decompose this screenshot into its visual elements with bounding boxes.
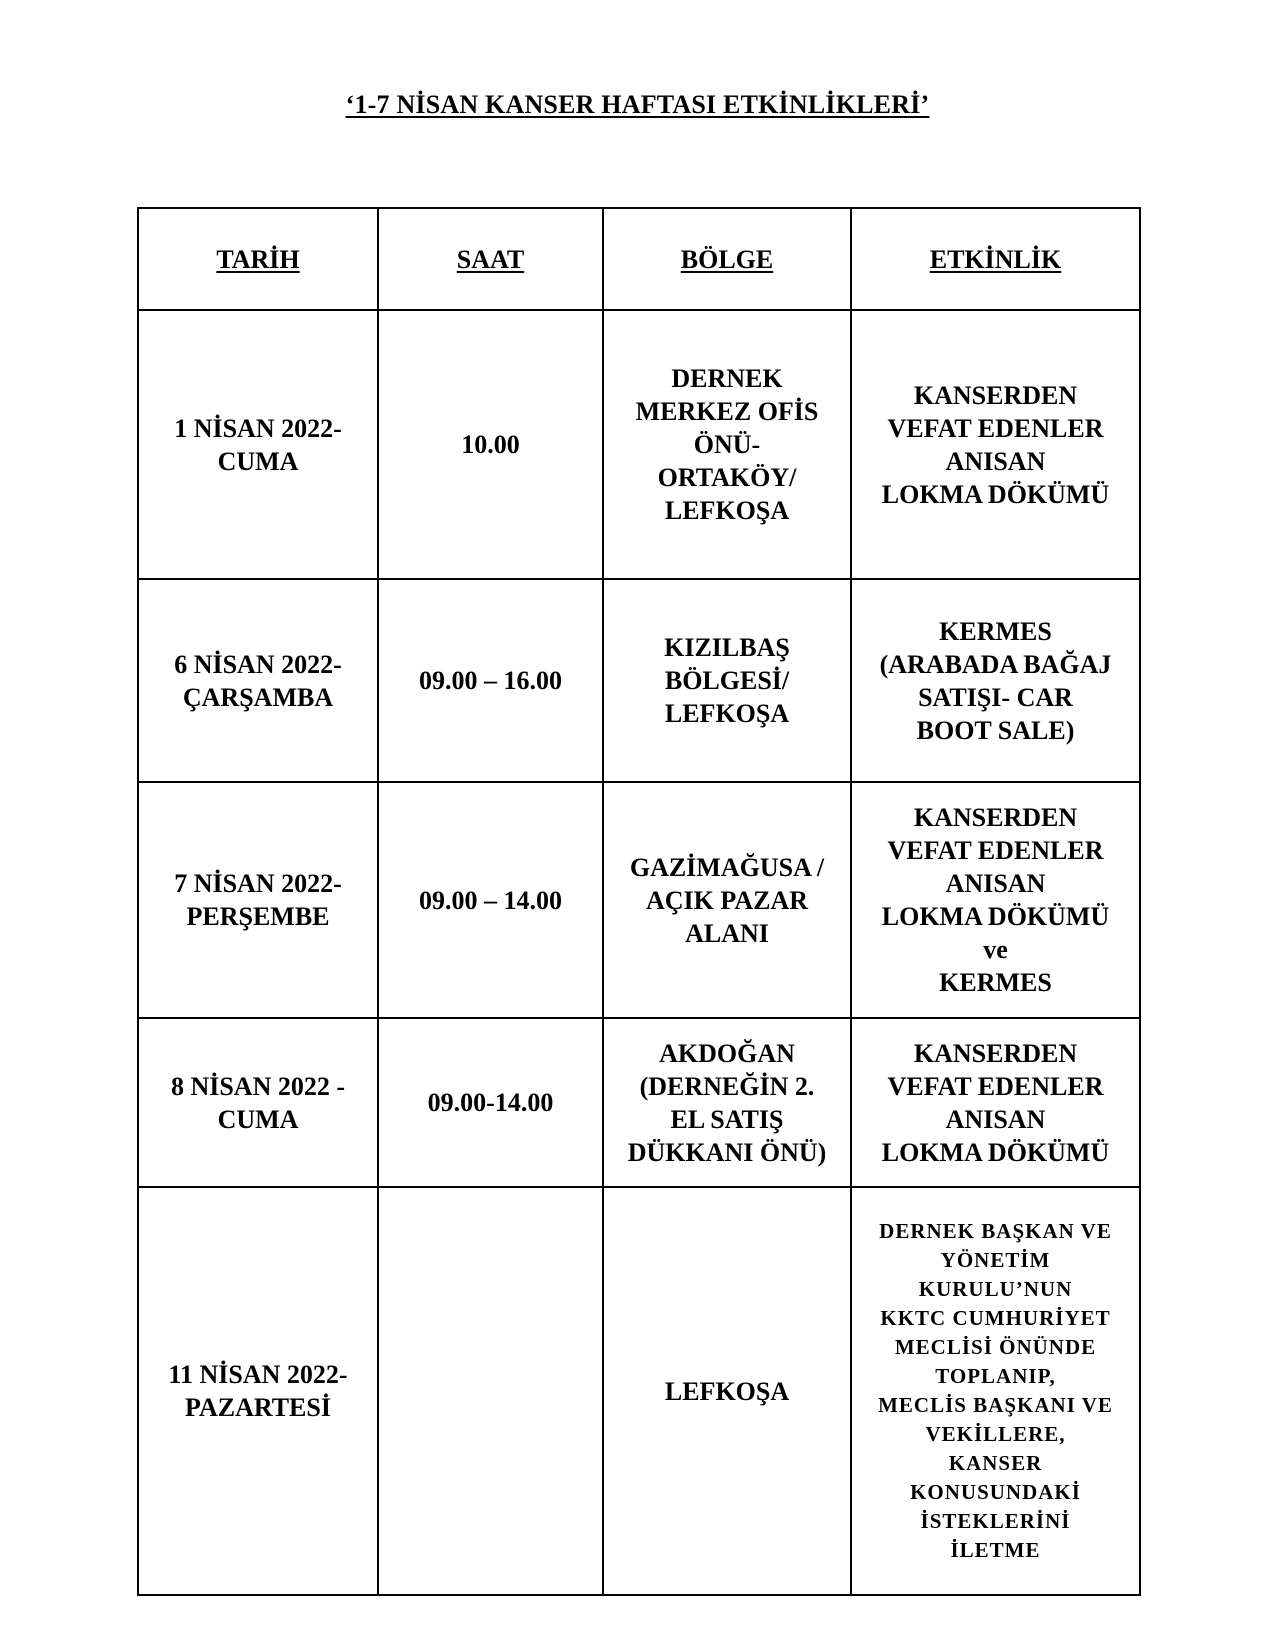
table-row: [138, 1018, 1140, 1187]
cell-date: 8 NİSAN 2022 - CUMA: [138, 1018, 378, 1187]
cell-date: 1 NİSAN 2022- CUMA: [138, 310, 378, 579]
cell-region: AKDOĞAN (DERNEĞİN 2. EL SATIŞ DÜKKANI ÖNÜ): [603, 1018, 851, 1187]
cell-event: KANSERDEN VEFAT EDENLER ANISAN LOKMA DÖKÜMÜ ve KERMES: [851, 782, 1140, 1018]
cell-time: 09.00-14.00: [378, 1018, 603, 1187]
cell-date: 7 NİSAN 2022- PERŞEMBE: [138, 782, 378, 1018]
column-header-date: TARİH: [138, 208, 378, 310]
column-header-time: SAAT: [378, 208, 603, 310]
cell-date: 6 NİSAN 2022- ÇARŞAMBA: [138, 579, 378, 782]
cell-region: GAZİMAĞUSA / AÇIK PAZAR ALANI: [603, 782, 851, 1018]
cell-event: DERNEK BAŞKAN VE YÖNETİM KURULU’NUN KKTC CUMHURİYET MECLİSİ ÖNÜNDE TOPLANIP, MECLİS BAŞKANI VE VEKİLLERE, KANSER KONUSUNDAKİ İSTEKLERİNİ İLETME: [851, 1187, 1140, 1595]
table-header-row: [138, 208, 1140, 310]
table-row: [138, 782, 1140, 1018]
cell-time: 10.00: [378, 310, 603, 579]
cell-event: KERMES (ARABADA BAĞAJ SATIŞI- CAR BOOT SALE): [851, 579, 1140, 782]
cell-time: 09.00 – 16.00: [378, 579, 603, 782]
column-header-region: BÖLGE: [603, 208, 851, 310]
column-header-event: ETKİNLİK: [851, 208, 1140, 310]
table-row: [138, 1187, 1140, 1595]
cell-date: 11 NİSAN 2022- PAZARTESİ: [138, 1187, 378, 1595]
cell-event: KANSERDEN VEFAT EDENLER ANISAN LOKMA DÖKÜMÜ: [851, 310, 1140, 579]
table-row: [138, 310, 1140, 579]
cell-region: DERNEK MERKEZ OFİS ÖNÜ- ORTAKÖY/ LEFKOŞA: [603, 310, 851, 579]
cell-time: [378, 1187, 603, 1595]
cell-region: KIZILBAŞ BÖLGESİ/ LEFKOŞA: [603, 579, 851, 782]
cell-time: 09.00 – 14.00: [378, 782, 603, 1018]
cell-event: KANSERDEN VEFAT EDENLER ANISAN LOKMA DÖKÜMÜ: [851, 1018, 1140, 1187]
cell-region: LEFKOŞA: [603, 1187, 851, 1595]
page-title: ‘1-7 NİSAN KANSER HAFTASI ETKİNLİKLERİ’: [345, 90, 930, 119]
table-row: [138, 579, 1140, 782]
events-table: [137, 207, 1141, 1596]
